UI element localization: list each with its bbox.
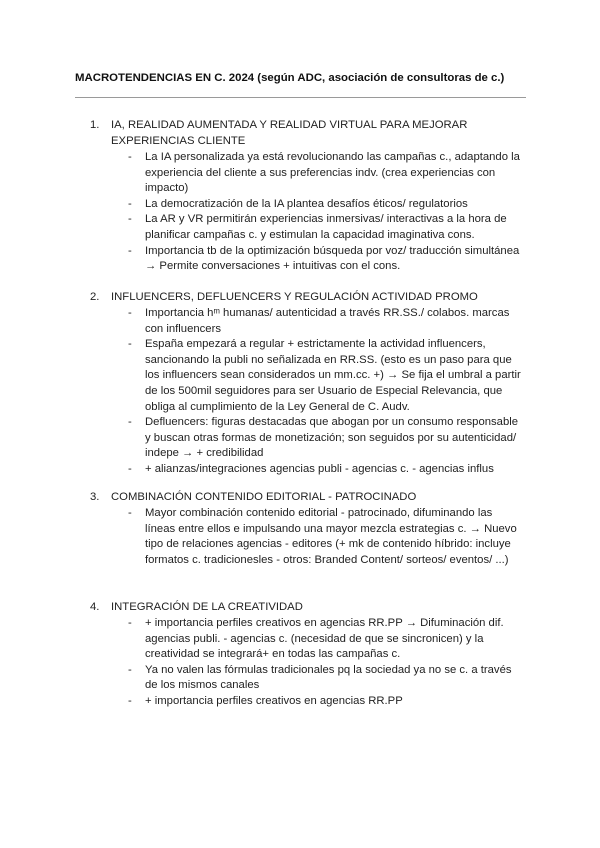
list-item — [0, 506, 521, 568]
list-item — [0, 150, 521, 197]
list-item-text: + alianzas/integraciones agencias publi - agencias c. - agencias influs — [145, 462, 494, 475]
list-item-text: Mayor combinación contenido editorial - patrocinado, difuminando las líneas entre ellos e impulsando una mayor mezcla estrategias c. → Nuevo tipo de relaciones agencias - editores (+ mk de contenido híbrido: incluye formatos c. tradicionesles - otros: Branded Content/ sorteos/ eventos/ ...) — [145, 507, 517, 566]
section-number: 1. — [90, 119, 100, 131]
list-item — [0, 197, 521, 213]
list-item — [0, 694, 521, 710]
list-item — [0, 337, 521, 415]
dash-bullet: - — [128, 244, 132, 257]
dash-bullet: - — [128, 197, 132, 210]
list-item-text: Importancia hᵐ humanas/ autenticidad a través RR.SS./ colabos. marcas con influencers — [145, 307, 510, 335]
list-item-text: Defluencers: figuras destacadas que abogan por un consumo responsable y buscan otras formas de monetización; son seguidos por su autenticidad/ indepe → + credibilidad — [145, 416, 519, 460]
dash-bullet: - — [128, 151, 132, 163]
list-item — [0, 663, 521, 694]
list-item-text: La IA personalizada ya está revolucionando las campañas c., adaptando la experiencia del cliente a sus preferencias indv. (crea experiencias con impacto) — [145, 151, 520, 195]
document-title: MACROTENDENCIAS EN C. 2024 (según ADC, asociación de consultoras de c.) — [75, 72, 505, 84]
dash-bullet: - — [128, 416, 132, 429]
section-number: 4. — [90, 601, 100, 613]
dash-bullet: - — [128, 663, 132, 676]
dash-bullet: - — [128, 307, 132, 319]
dash-bullet: - — [128, 507, 132, 519]
list-item-text: España empezará a regular + estrictamente la actividad influencers, sancionando la publi no señalizada en RR.SS. (esto es un paso para que los influencers sean considerados un mm.cc. +) → Se fija el umbral a partir de los 500mil seguidores para ser Usuario de Especial Relevancia, que obliga al cumplimiento de la Ley General de C. Audv. — [145, 338, 521, 413]
section-bullet-list — [0, 150, 600, 275]
section-number: 3. — [90, 491, 100, 503]
list-item — [0, 616, 521, 663]
section-bullet-list — [0, 616, 600, 710]
dash-bullet: - — [128, 213, 132, 226]
section-bullet-list — [0, 506, 600, 568]
title-divider — [75, 97, 526, 98]
list-item — [0, 415, 521, 462]
list-item — [0, 244, 521, 275]
list-item-text: La democratización de la IA plantea desafíos éticos/ regulatorios — [145, 197, 468, 210]
section-number: 2. — [90, 291, 100, 303]
section-title: INTEGRACIÓN DE LA CREATIVIDAD — [111, 601, 303, 613]
section-title: IA, REALIDAD AUMENTADA Y REALIDAD VIRTUAL PARA MEJORAR EXPERIENCIAS CLIENTE — [111, 119, 468, 147]
list-item-text: Importancia tb de la optimización búsqueda por voz/ traducción simultánea → Permite conversaciones + intuitivas con el cons. — [145, 244, 520, 273]
section-title: INFLUENCERS, DEFLUENCERS Y REGULACIÓN ACTIVIDAD PROMO — [111, 291, 478, 303]
dash-bullet: - — [128, 694, 132, 707]
dash-bullet: - — [128, 617, 132, 629]
list-item-text: + importancia perfiles creativos en agencias RR.PP — [145, 694, 403, 707]
dash-bullet: - — [128, 462, 132, 475]
list-item — [0, 306, 521, 337]
list-item-text: La AR y VR permitirán experiencias inmersivas/ interactivas a la hora de planificar campañas c. y estimulan la capacidad imaginativa cons. — [145, 213, 507, 241]
section-title: COMBINACIÓN CONTENIDO EDITORIAL - PATROCINADO — [111, 491, 417, 503]
list-item-text: + importancia perfiles creativos en agencias RR.PP → Difuminación dif. agencias publi. - agencias c. (necesidad de que se sincronicen) y la creatividad se integrará+ en todas las campañas c. — [145, 617, 504, 661]
list-item — [0, 462, 521, 478]
list-item — [0, 212, 521, 243]
dash-bullet: - — [128, 338, 132, 351]
section-bullet-list — [0, 306, 600, 478]
list-item-text: Ya no valen las fórmulas tradicionales pq la sociedad ya no se c. a través de los mismos canales — [145, 663, 512, 692]
